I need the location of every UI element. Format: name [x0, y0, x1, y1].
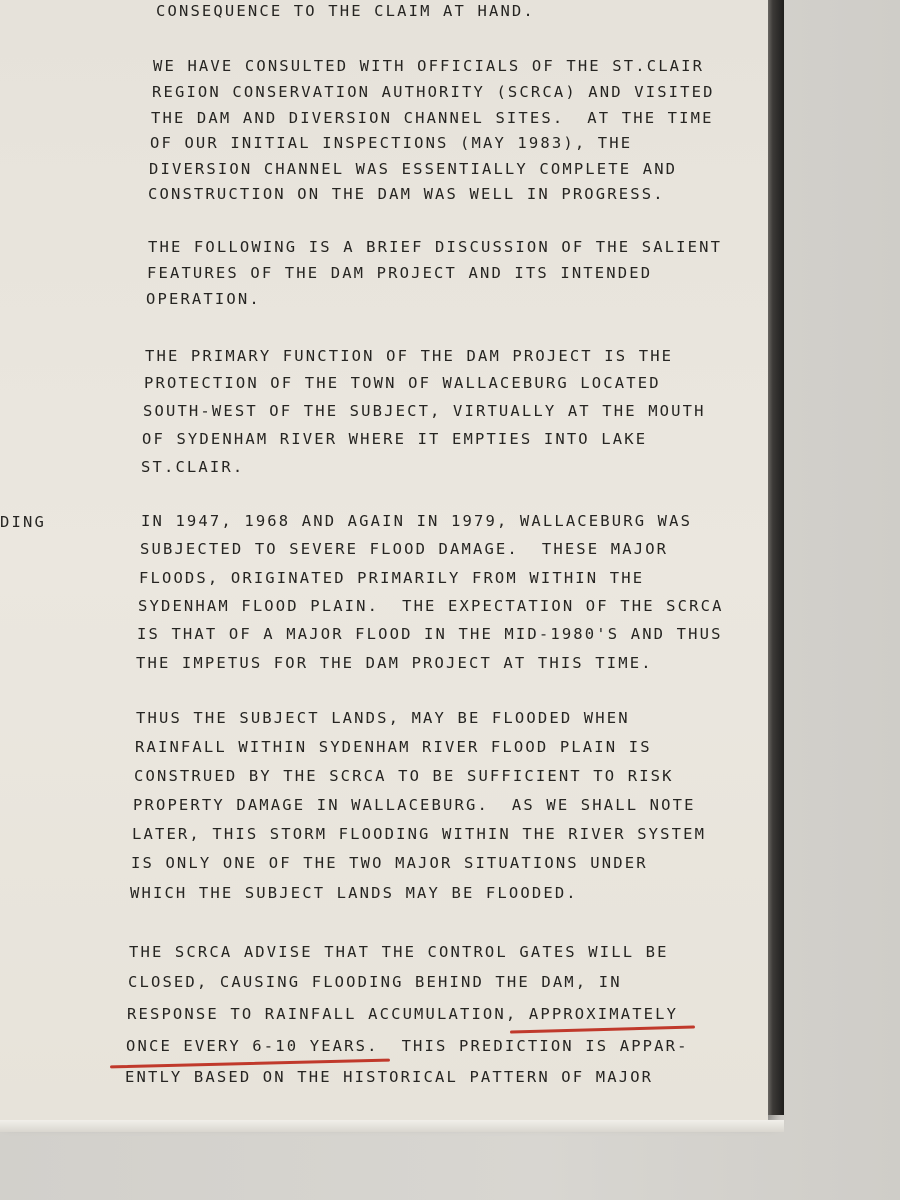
- text-line: ONCE EVERY 6-10 YEARS. THIS PREDICTION IS APPAR-: [126, 1037, 689, 1055]
- highlight-underline: [110, 1059, 390, 1069]
- text-line: THE PRIMARY FUNCTION OF THE DAM PROJECT IS THE: [145, 347, 674, 365]
- text-line: OF OUR INITIAL INSPECTIONS (MAY 1983), THE: [150, 134, 633, 152]
- text-line: THE SCRCA ADVISE THAT THE CONTROL GATES WILL BE: [129, 943, 669, 961]
- text-line: CLOSED, CAUSING FLOODING BEHIND THE DAM, IN: [128, 973, 622, 991]
- text-line: WHICH THE SUBJECT LANDS MAY BE FLOODED.: [130, 884, 578, 902]
- text-line: CONSTRUCTION ON THE DAM WAS WELL IN PROGRESS.: [148, 185, 665, 203]
- text-line: WE HAVE CONSULTED WITH OFFICIALS OF THE ST.CLAIR: [153, 57, 705, 75]
- text-line: THE IMPETUS FOR THE DAM PROJECT AT THIS TIME.: [136, 654, 653, 672]
- margin-note: DING: [0, 513, 46, 531]
- page-edge-shadow: [768, 0, 784, 1115]
- text-line: THE FOLLOWING IS A BRIEF DISCUSSION OF THE SALIENT: [148, 238, 723, 256]
- text-line: THUS THE SUBJECT LANDS, MAY BE FLOODED WHEN: [136, 709, 630, 727]
- text-line: IN 1947, 1968 AND AGAIN IN 1979, WALLACEBURG WAS: [141, 512, 693, 530]
- text-line: ST.CLAIR.: [141, 458, 245, 476]
- text-line: THE DAM AND DIVERSION CHANNEL SITES. AT THE TIME: [151, 109, 714, 127]
- text-line: FEATURES OF THE DAM PROJECT AND ITS INTENDED: [147, 264, 653, 282]
- page-stack-bottom: [0, 1120, 784, 1132]
- text-line: LATER, THIS STORM FLOODING WITHIN THE RIVER SYSTEM: [132, 825, 707, 843]
- text-line: RAINFALL WITHIN SYDENHAM RIVER FLOOD PLAIN IS: [135, 738, 652, 756]
- text-line: PROTECTION OF THE TOWN OF WALLACEBURG LOCATED: [144, 374, 661, 392]
- text-line: OF SYDENHAM RIVER WHERE IT EMPTIES INTO LAKE: [142, 430, 648, 448]
- text-line: REGION CONSERVATION AUTHORITY (SCRCA) AND VISITED: [152, 83, 715, 101]
- text-line: SYDENHAM FLOOD PLAIN. THE EXPECTATION OF THE SCRCA: [138, 597, 724, 615]
- text-line: SUBJECTED TO SEVERE FLOOD DAMAGE. THESE MAJOR: [140, 540, 669, 558]
- text-line: ENTLY BASED ON THE HISTORICAL PATTERN OF MAJOR: [125, 1068, 654, 1086]
- text-line: CONSEQUENCE TO THE CLAIM AT HAND.: [156, 2, 535, 20]
- text-line: DIVERSION CHANNEL WAS ESSENTIALLY COMPLETE AND: [149, 160, 678, 178]
- text-line: FLOODS, ORIGINATED PRIMARILY FROM WITHIN THE: [139, 569, 645, 587]
- text-line: IS ONLY ONE OF THE TWO MAJOR SITUATIONS UNDER: [131, 854, 648, 872]
- text-line: PROPERTY DAMAGE IN WALLACEBURG. AS WE SHALL NOTE: [133, 796, 696, 814]
- text-line: OPERATION.: [146, 290, 261, 308]
- text-line: RESPONSE TO RAINFALL ACCUMULATION, APPROXIMATELY: [127, 1005, 679, 1023]
- highlight-underline: [510, 1025, 695, 1033]
- text-line: SOUTH-WEST OF THE SUBJECT, VIRTUALLY AT THE MOUTH: [143, 402, 706, 420]
- text-line: IS THAT OF A MAJOR FLOOD IN THE MID-1980'S AND THUS: [137, 625, 723, 643]
- text-line: CONSTRUED BY THE SCRCA TO BE SUFFICIENT TO RISK: [134, 767, 674, 785]
